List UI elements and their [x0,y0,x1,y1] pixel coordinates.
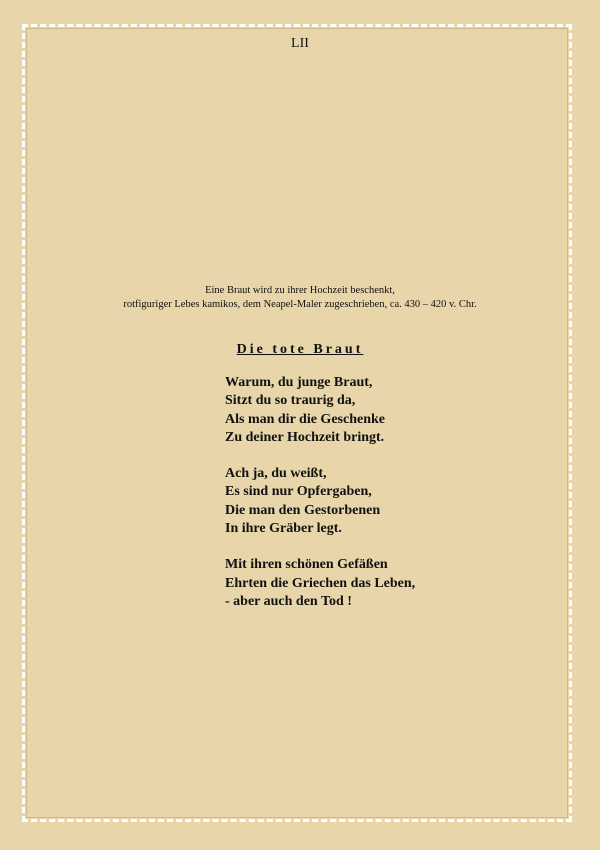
poem-line: Als man dir die Geschenke [225,411,385,427]
poem-stanza [225,556,415,611]
poem-line: Mit ihren schönen Gefäßen [225,557,388,573]
caption-line: rotfiguriger Lebes kamikos, dem Neapel-Maler zugeschrieben, ca. 430 – 420 v. Chr. [123,299,477,310]
poem-line: In ihre Gräber legt. [225,521,342,537]
caption-line: Eine Braut wird zu ihrer Hochzeit beschenkt, [205,285,395,296]
poem-stanza [225,465,415,538]
poem-body [225,374,415,629]
poem-line: Die man den Gestorbenen [225,502,381,518]
poem-title: Die tote Braut [236,342,364,357]
poem-line: Ehrten die Griechen das Leben, [225,575,416,591]
poem-line: Zu deiner Hochzeit bringt. [225,429,385,445]
poem-line: Sitzt du so traurig da, [225,393,356,409]
poem-line: Warum, du junge Braut, [225,375,373,390]
poem-line: Ach ja, du weißt, [225,466,327,482]
poem-stanza [225,374,415,447]
image-caption [0,284,600,312]
poem-line: Es sind nur Opfergaben, [225,484,372,500]
page-number: LII [291,36,309,51]
poem-line: - aber auch den Tod ! [225,593,352,609]
